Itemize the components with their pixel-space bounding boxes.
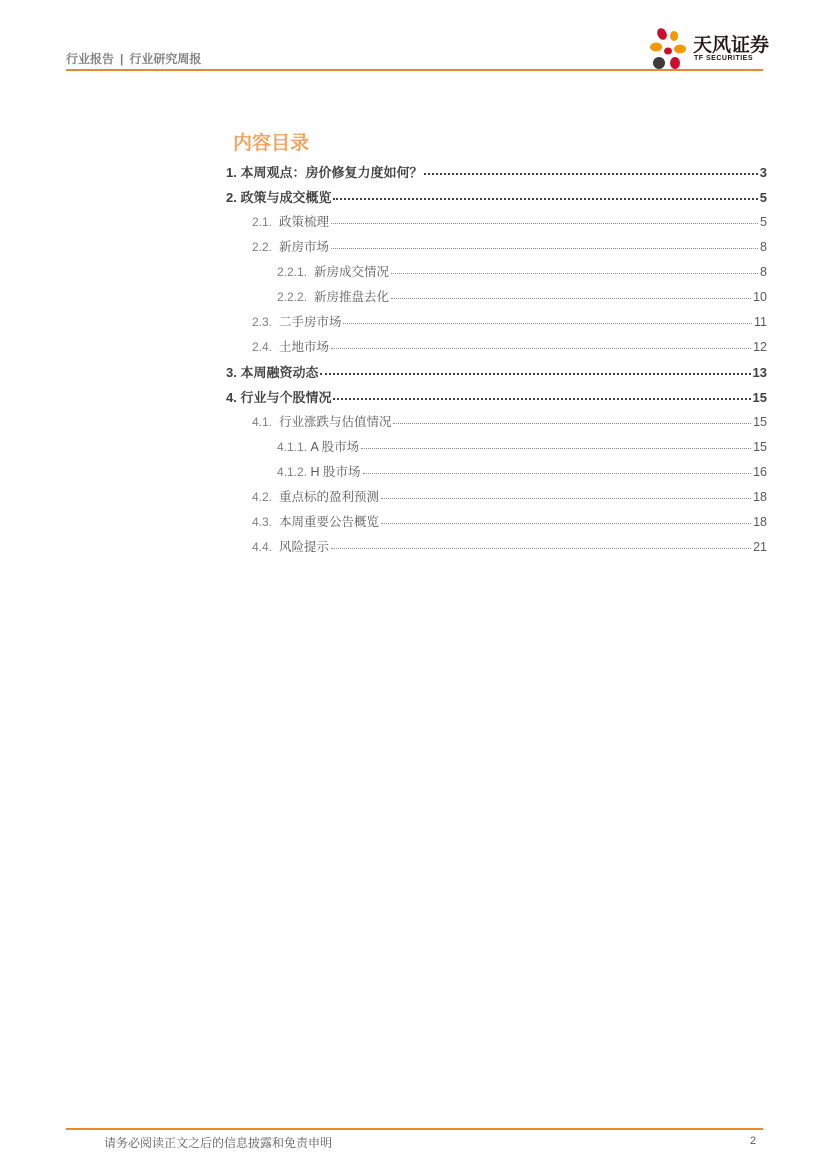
toc-dot-leader [363, 473, 752, 474]
toc-entry[interactable] [252, 412, 767, 430]
toc-entry-label: 政策与成交概览 [240, 190, 332, 205]
toc-entry[interactable] [277, 262, 767, 280]
toc-entry[interactable] [252, 212, 767, 230]
toc-dot-leader [393, 423, 751, 424]
toc-entry-page: 8 [760, 265, 767, 279]
toc-dot-leader [424, 173, 757, 175]
toc-entry[interactable] [252, 337, 767, 355]
toc-entry-label: 风险提示 [278, 540, 329, 554]
toc-dot-leader [331, 223, 758, 224]
toc-entry-page: 10 [753, 290, 767, 304]
toc-entry-page: 8 [760, 240, 767, 254]
toc-entry-number: 2.3. [252, 315, 273, 329]
toc-entry[interactable] [226, 187, 767, 206]
toc-entry-page: 11 [754, 315, 767, 329]
toc-entry[interactable] [277, 437, 767, 455]
toc-entry-page: 15 [752, 390, 767, 405]
toc-entry-label: 政策梳理 [278, 215, 329, 229]
flower-logo-icon [650, 27, 694, 72]
toc-dot-leader [320, 373, 750, 375]
toc-entry[interactable] [252, 512, 767, 530]
header-divider [66, 69, 763, 71]
toc-title: 内容目录 [233, 133, 310, 154]
toc-entry-number: 4.4. [252, 540, 273, 554]
toc-entry[interactable] [252, 537, 767, 555]
toc-entry[interactable] [252, 487, 767, 505]
toc-entry[interactable] [252, 312, 767, 330]
toc-entry-label: 二手房市场 [278, 315, 342, 329]
toc-entry-number: 2.1. [252, 215, 273, 229]
toc-dot-leader [381, 523, 751, 524]
toc-entry-label: 行业与个股情况 [240, 390, 332, 405]
toc-dot-leader [333, 398, 750, 400]
toc-entry[interactable] [226, 387, 767, 406]
toc-entry-label: 本周观点：房价修复力度如何？ [240, 165, 423, 180]
toc-entry[interactable] [226, 362, 767, 381]
toc-entry-page: 18 [753, 490, 767, 504]
toc-entry-label: 本周融资动态 [240, 365, 319, 380]
footer-page-number: 2 [750, 1135, 757, 1147]
toc-entry-label: 重点标的盈利预测 [278, 490, 379, 504]
toc-entry-number: 4. [226, 390, 237, 405]
toc-dot-leader [333, 198, 757, 200]
toc-entry-page: 12 [753, 340, 767, 354]
toc-entry-label: 新房成交情况 [313, 265, 389, 279]
toc-entry-label: 本周重要公告概览 [278, 515, 379, 529]
toc-entry-page: 16 [753, 465, 767, 479]
header-title [66, 50, 201, 67]
toc-entry-page: 15 [753, 440, 767, 454]
toc-dot-leader [331, 548, 751, 549]
toc-dot-leader [381, 498, 751, 499]
toc-entry-page: 5 [760, 215, 767, 229]
toc-entry[interactable] [277, 287, 767, 305]
footer-disclaimer: 请务必阅读正文之后的信息披露和免责申明 [104, 1136, 333, 1150]
toc-entry-number: 1. [226, 165, 237, 180]
toc-entry-label: 新房推盘去化 [313, 290, 389, 304]
toc-entry-page: 21 [753, 540, 767, 554]
toc-entry-label: 土地市场 [278, 340, 329, 354]
footer-divider [66, 1128, 763, 1130]
toc-entry-number: 4.1.1. [277, 440, 308, 454]
toc-entry-label: 行业涨跌与估值情况 [278, 415, 392, 429]
toc-entry-number: 3. [226, 365, 237, 380]
toc-entry-number: 4.1.2. [277, 465, 308, 479]
toc-entry[interactable] [252, 237, 767, 255]
toc-entry-page: 18 [753, 515, 767, 529]
toc-dot-leader [391, 298, 751, 299]
toc-dot-leader [331, 248, 758, 249]
toc-dot-leader [361, 448, 751, 449]
report-type: 行业报告 [66, 52, 115, 66]
company-logo [650, 27, 770, 72]
toc-entry-number: 4.1. [252, 415, 273, 429]
toc-entry[interactable] [277, 462, 767, 480]
toc-entry-label: A 股市场 [310, 440, 360, 454]
logo-english-name: TF SECURITIES [694, 55, 754, 62]
toc-dot-leader [331, 348, 751, 349]
toc-entry-page: 15 [753, 415, 767, 429]
toc-entry-number: 2. [226, 190, 237, 205]
toc-entry-number: 4.3. [252, 515, 273, 529]
toc-entry-number: 2.2.2. [277, 290, 308, 304]
toc-dot-leader [343, 323, 752, 324]
toc-entry-label: 新房市场 [278, 240, 329, 254]
toc-entry-page: 13 [752, 365, 767, 380]
toc-entry[interactable] [226, 162, 767, 181]
toc-entry-number: 2.2.1. [277, 265, 308, 279]
toc-entry-number: 2.2. [252, 240, 273, 254]
logo-chinese-name: 天风证券 [693, 35, 770, 56]
report-subtype: 行业研究周报 [129, 52, 202, 66]
toc-entry-page: 3 [759, 165, 767, 180]
header-separator: | [120, 52, 124, 66]
toc-entry-page: 5 [759, 190, 767, 205]
toc-entry-label: H 股市场 [310, 465, 361, 479]
toc-entry-number: 2.4. [252, 340, 273, 354]
toc-dot-leader [391, 273, 758, 274]
toc-entry-number: 4.2. [252, 490, 273, 504]
